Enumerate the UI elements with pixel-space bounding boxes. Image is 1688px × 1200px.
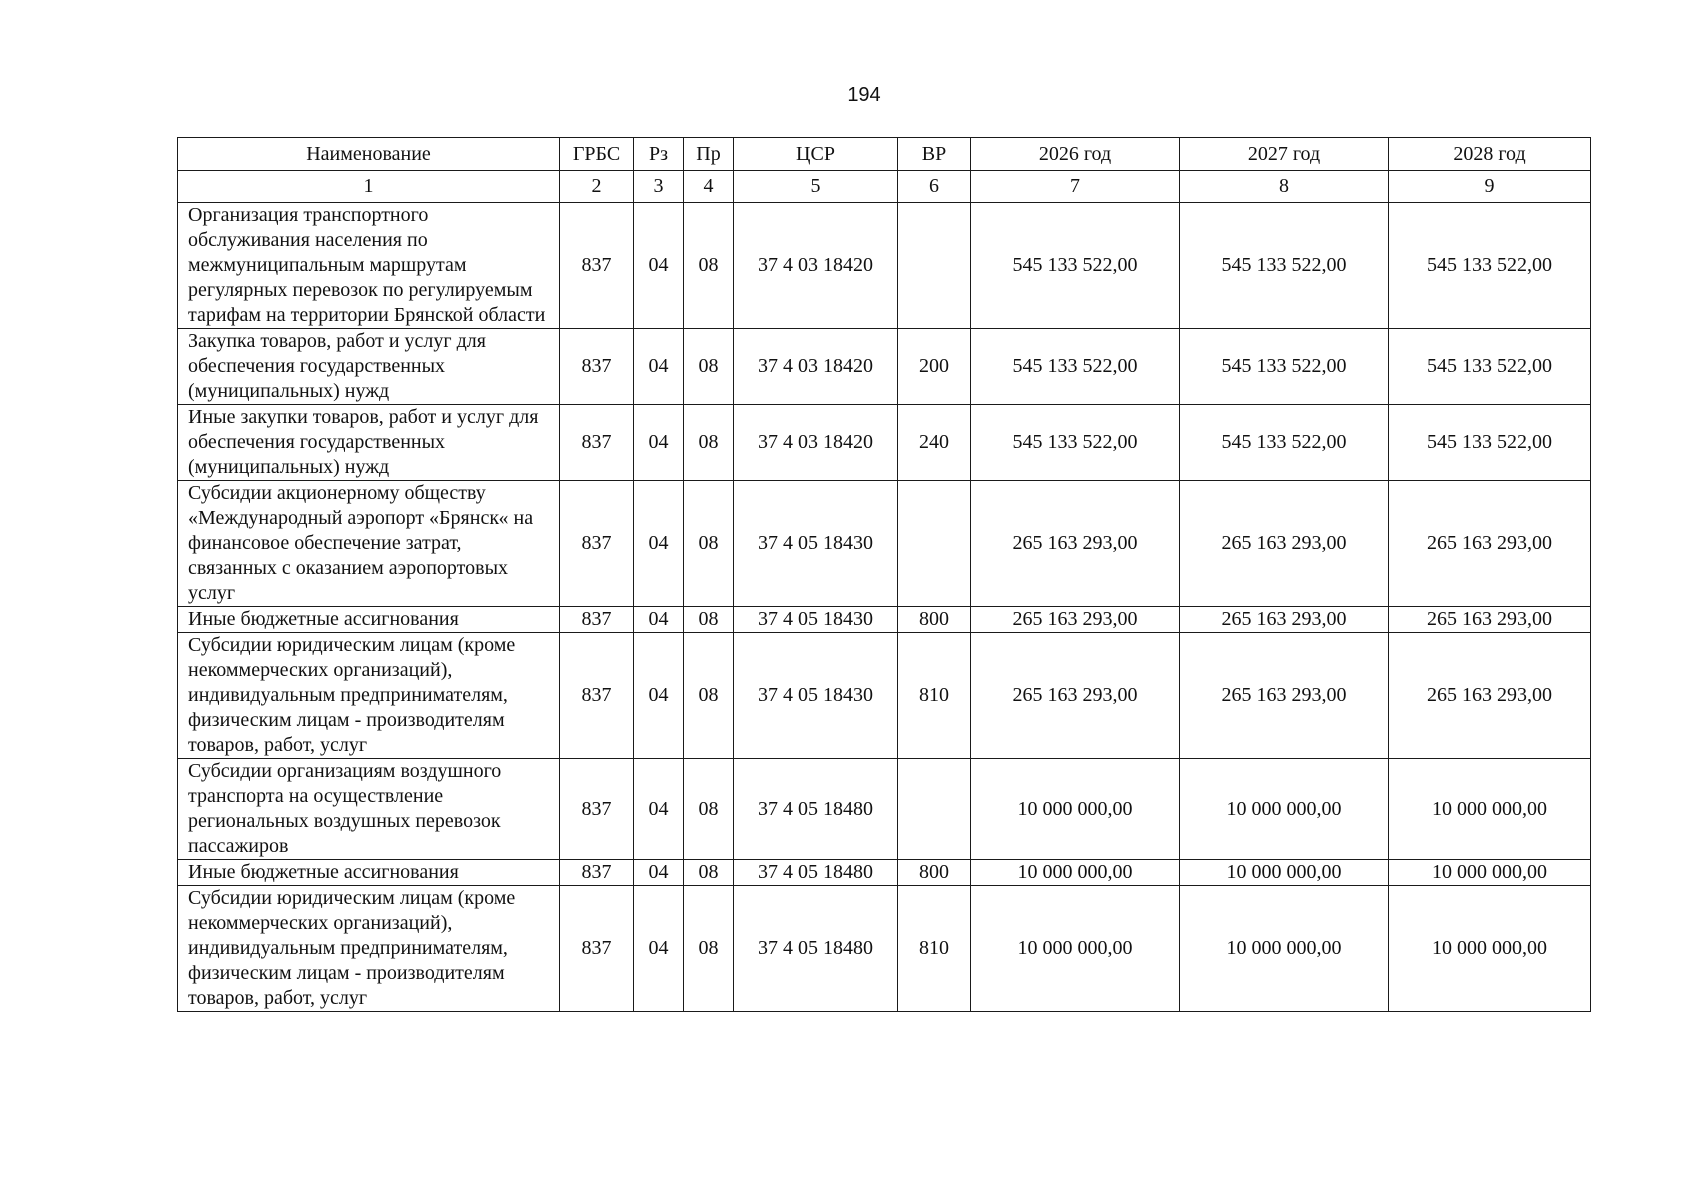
row-vr — [898, 759, 971, 860]
row-csr: 37 4 05 18480 — [734, 886, 898, 1012]
column-index: 9 — [1389, 171, 1591, 203]
row-amount-2028: 265 163 293,00 — [1389, 633, 1591, 759]
row-csr: 37 4 05 18480 — [734, 759, 898, 860]
row-amount-2026: 265 163 293,00 — [971, 607, 1180, 633]
row-amount-2028: 10 000 000,00 — [1389, 860, 1591, 886]
row-amount-2027: 265 163 293,00 — [1180, 481, 1389, 607]
page-number: 194 — [847, 84, 881, 106]
row-csr: 37 4 03 18420 — [734, 203, 898, 329]
row-name: Закупка товаров, работ и услуг для обеспечения государственных (муниципальных) нужд — [178, 329, 560, 405]
row-amount-2026: 265 163 293,00 — [971, 633, 1180, 759]
table-row — [178, 203, 1591, 329]
row-vr — [898, 481, 971, 607]
row-csr: 37 4 05 18430 — [734, 607, 898, 633]
row-pr: 08 — [684, 481, 734, 607]
column-index: 2 — [560, 171, 634, 203]
column-index: 7 — [971, 171, 1180, 203]
row-amount-2027: 545 133 522,00 — [1180, 203, 1389, 329]
row-rz: 04 — [634, 203, 684, 329]
row-csr: 37 4 03 18420 — [734, 329, 898, 405]
row-name: Субсидии юридическим лицам (кроме некоммерческих организаций), индивидуальным предпринимателям, физическим лицам - производителям товаров, работ, услуг — [178, 633, 560, 759]
row-vr: 240 — [898, 405, 971, 481]
row-amount-2026: 545 133 522,00 — [971, 203, 1180, 329]
row-name: Организация транспортного обслуживания населения по межмуниципальным маршрутам регулярных перевозок по регулируемым тарифам на территории Брянской области — [178, 203, 560, 329]
row-name: Иные закупки товаров, работ и услуг для обеспечения государственных (муниципальных) нужд — [178, 405, 560, 481]
row-vr: 800 — [898, 607, 971, 633]
row-pr: 08 — [684, 329, 734, 405]
row-amount-2028: 265 163 293,00 — [1389, 481, 1591, 607]
row-pr: 08 — [684, 860, 734, 886]
table-row — [178, 633, 1591, 759]
column-header-grbs: ГРБС — [560, 138, 634, 171]
column-header-2026: 2026 год — [971, 138, 1180, 171]
row-amount-2028: 545 133 522,00 — [1389, 203, 1591, 329]
row-amount-2027: 545 133 522,00 — [1180, 329, 1389, 405]
budget-table — [177, 137, 1591, 1012]
row-pr: 08 — [684, 633, 734, 759]
row-csr: 37 4 03 18420 — [734, 405, 898, 481]
table-row — [178, 860, 1591, 886]
row-grbs: 837 — [560, 607, 634, 633]
column-header-pr: Пр — [684, 138, 734, 171]
row-rz: 04 — [634, 481, 684, 607]
row-csr: 37 4 05 18480 — [734, 860, 898, 886]
row-rz: 04 — [634, 860, 684, 886]
row-amount-2028: 10 000 000,00 — [1389, 886, 1591, 1012]
column-index: 8 — [1180, 171, 1389, 203]
row-amount-2027: 10 000 000,00 — [1180, 759, 1389, 860]
row-pr: 08 — [684, 405, 734, 481]
row-amount-2028: 265 163 293,00 — [1389, 607, 1591, 633]
row-amount-2027: 545 133 522,00 — [1180, 405, 1389, 481]
row-amount-2026: 10 000 000,00 — [971, 759, 1180, 860]
row-amount-2026: 545 133 522,00 — [971, 329, 1180, 405]
column-index: 3 — [634, 171, 684, 203]
row-amount-2028: 545 133 522,00 — [1389, 405, 1591, 481]
row-grbs: 837 — [560, 860, 634, 886]
column-header-2028: 2028 год — [1389, 138, 1591, 171]
row-name: Субсидии юридическим лицам (кроме некоммерческих организаций), индивидуальным предпринимателям, физическим лицам - производителям товаров, работ, услуг — [178, 886, 560, 1012]
row-name: Иные бюджетные ассигнования — [178, 607, 560, 633]
row-grbs: 837 — [560, 886, 634, 1012]
column-index: 4 — [684, 171, 734, 203]
table-row — [178, 886, 1591, 1012]
row-name: Субсидии акционерному обществу «Международный аэропорт «Брянск« на финансовое обеспечение затрат, связанных с оказанием аэропортовых услуг — [178, 481, 560, 607]
row-vr: 200 — [898, 329, 971, 405]
row-amount-2028: 10 000 000,00 — [1389, 759, 1591, 860]
row-amount-2026: 10 000 000,00 — [971, 860, 1180, 886]
table-row — [178, 607, 1591, 633]
row-grbs: 837 — [560, 405, 634, 481]
column-index: 6 — [898, 171, 971, 203]
row-rz: 04 — [634, 886, 684, 1012]
row-grbs: 837 — [560, 633, 634, 759]
row-rz: 04 — [634, 759, 684, 860]
row-csr: 37 4 05 18430 — [734, 481, 898, 607]
table-header-row — [178, 138, 1591, 171]
row-amount-2026: 545 133 522,00 — [971, 405, 1180, 481]
row-vr: 810 — [898, 633, 971, 759]
row-name: Иные бюджетные ассигнования — [178, 860, 560, 886]
row-pr: 08 — [684, 607, 734, 633]
column-index: 1 — [178, 171, 560, 203]
row-pr: 08 — [684, 886, 734, 1012]
row-csr: 37 4 05 18430 — [734, 633, 898, 759]
table-index-row — [178, 171, 1591, 203]
row-rz: 04 — [634, 329, 684, 405]
row-amount-2026: 265 163 293,00 — [971, 481, 1180, 607]
row-vr — [898, 203, 971, 329]
row-rz: 04 — [634, 633, 684, 759]
column-header-vr: ВР — [898, 138, 971, 171]
row-amount-2027: 265 163 293,00 — [1180, 633, 1389, 759]
column-header-name: Наименование — [178, 138, 560, 171]
row-name: Субсидии организациям воздушного транспорта на осуществление региональных воздушных перевозок пассажиров — [178, 759, 560, 860]
row-amount-2028: 545 133 522,00 — [1389, 329, 1591, 405]
row-amount-2026: 10 000 000,00 — [971, 886, 1180, 1012]
row-pr: 08 — [684, 203, 734, 329]
row-vr: 800 — [898, 860, 971, 886]
table-row — [178, 405, 1591, 481]
row-rz: 04 — [634, 405, 684, 481]
row-amount-2027: 10 000 000,00 — [1180, 860, 1389, 886]
row-amount-2027: 265 163 293,00 — [1180, 607, 1389, 633]
column-header-2027: 2027 год — [1180, 138, 1389, 171]
table-row — [178, 759, 1591, 860]
column-header-csr: ЦСР — [734, 138, 898, 171]
row-grbs: 837 — [560, 203, 634, 329]
table-row — [178, 329, 1591, 405]
row-grbs: 837 — [560, 329, 634, 405]
row-amount-2027: 10 000 000,00 — [1180, 886, 1389, 1012]
column-header-rz: Рз — [634, 138, 684, 171]
table-row — [178, 481, 1591, 607]
row-rz: 04 — [634, 607, 684, 633]
row-vr: 810 — [898, 886, 971, 1012]
row-pr: 08 — [684, 759, 734, 860]
row-grbs: 837 — [560, 481, 634, 607]
column-index: 5 — [734, 171, 898, 203]
row-grbs: 837 — [560, 759, 634, 860]
